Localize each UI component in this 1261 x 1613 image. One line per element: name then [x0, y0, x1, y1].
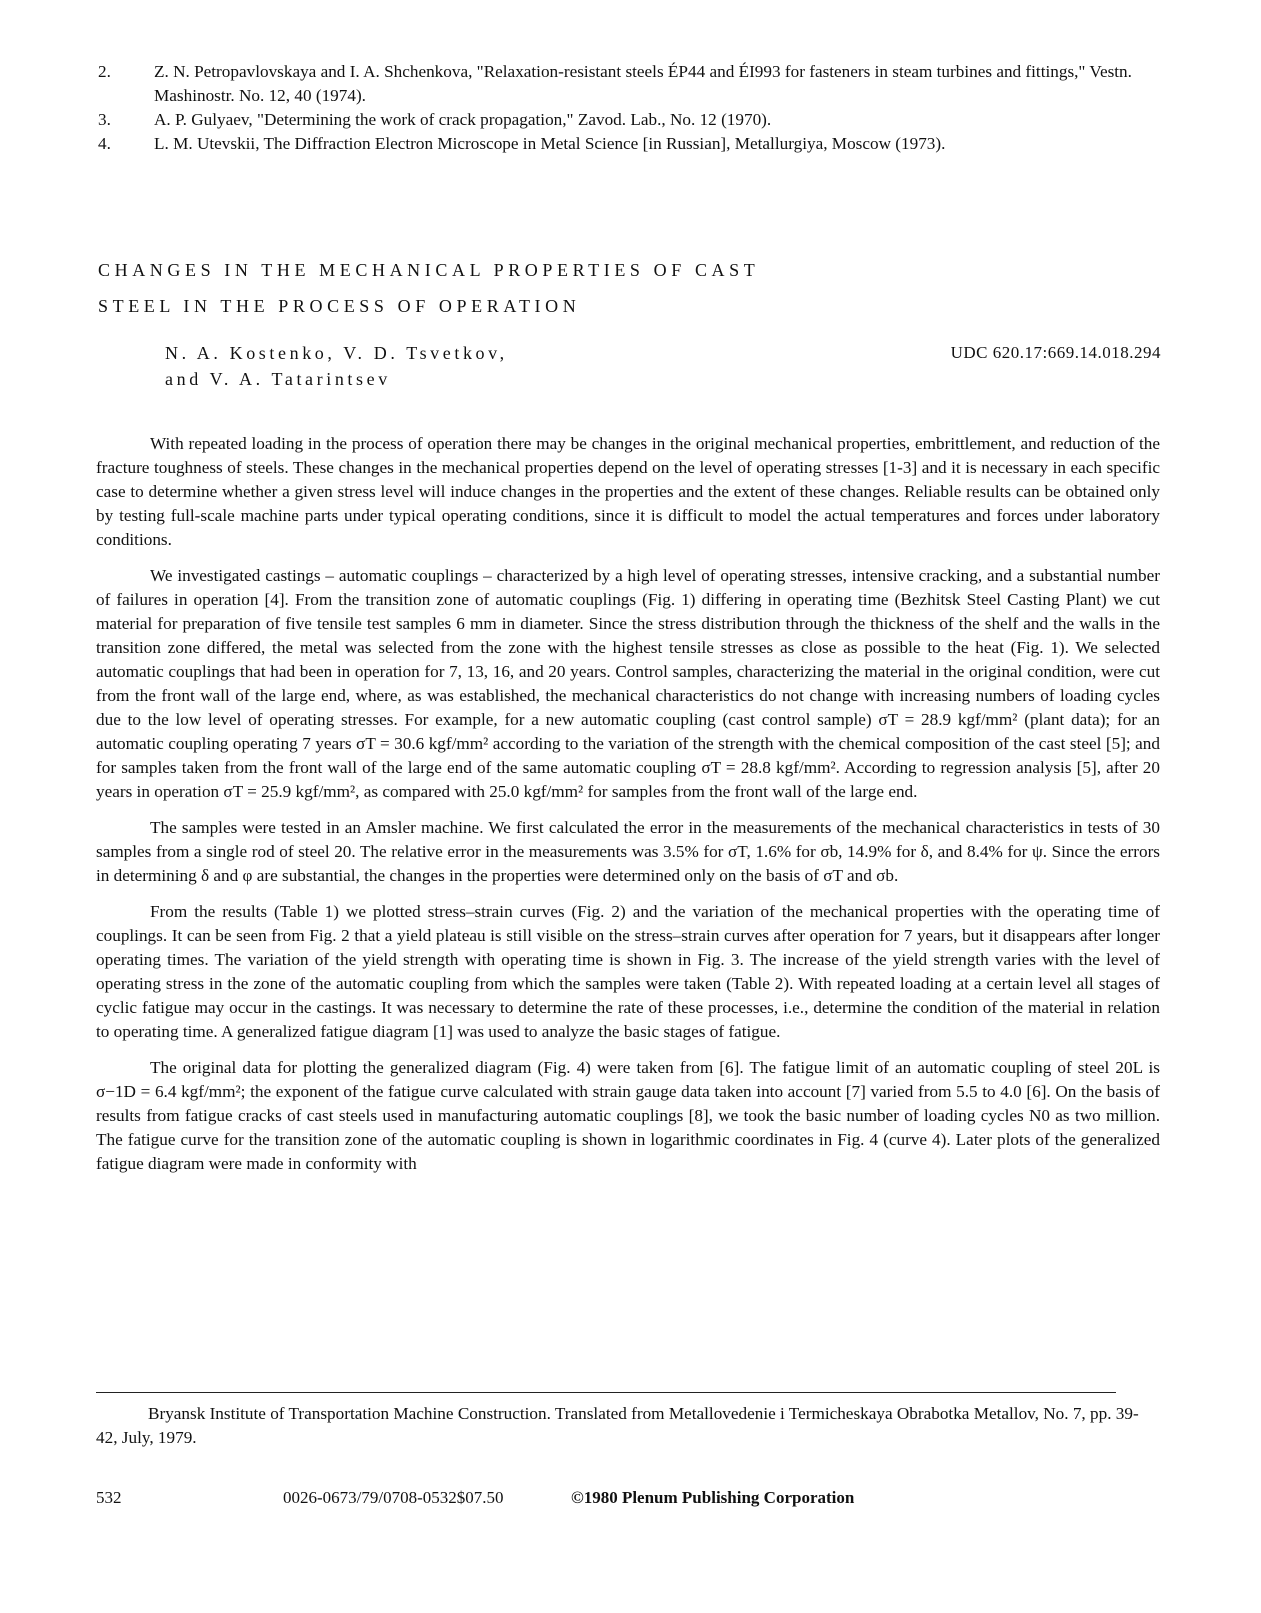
article-title-line-2: STEEL IN THE PROCESS OF OPERATION — [98, 296, 581, 316]
affiliation-footnote: Bryansk Institute of Transportation Machine Construction. Translated from Metallovedenie i Termicheskaya Obrabotka Metallov, No. 7, pp. 39-42, July, 1979. — [96, 1404, 1139, 1447]
body-paragraph: From the results (Table 1) we plotted stress–strain curves (Fig. 2) and the variation of the mechanical properties with the operating time of couplings. It can be seen from Fig. 2 that a yield plateau is still visible on the stress–strain curves after operation for 7 years, but it disappears after longer operating times. The variation of the yield strength with operating time is shown in Fig. 3. The increase of the yield strength varies with the level of operating stress in the zone of the automatic coupling from which the samples were taken (Table 2). With repeated loading at a certain level all stages of cyclic fatigue may occur in the castings. It was necessary to determine the rate of these processes, i.e., determine the condition of the material in relation to operating time. A generalized fatigue diagram [1] was used to analyze the basic stages of fatigue. — [96, 902, 1160, 1041]
author-list — [165, 340, 508, 392]
udc-code: UDC 620.17:669.14.018.294 — [950, 343, 1161, 362]
author-line-1: N. A. Kostenko, V. D. Tsvetkov, — [165, 343, 508, 363]
copyright-notice: ©1980 Plenum Publishing Corporation — [571, 1488, 855, 1507]
reference-number: 3. — [98, 110, 111, 129]
issn-code: 0026-0673/79/0708-0532$07.50 — [283, 1488, 504, 1507]
reference-number: 4. — [98, 134, 111, 153]
reference-list — [98, 60, 1158, 156]
reference-text: L. M. Utevskii, The Diffraction Electron Microscope in Metal Science [in Russian], Metallurgiya, Moscow (1973). — [154, 134, 946, 153]
article-body — [96, 432, 1160, 1176]
body-paragraph: The original data for plotting the generalized diagram (Fig. 4) were taken from [6]. The fatigue limit of an automatic coupling of steel 20L is σ−1D = 6.4 kgf/mm²; the exponent of the fatigue curve calculated with strain gauge data taken into account [7] varied from 5.5 to 4.0 [6]. On the basis of results from fatigue cracks of cast steels used in manufacturing automatic couplings [8], we took the basic number of loading cycles N0 as two million. The fatigue curve for the transition zone of the automatic coupling is shown in logarithmic coordinates in Fig. 4 (curve 4). Later plots of the generalized fatigue diagram were made in conformity with — [96, 1058, 1160, 1173]
author-line-2: and V. A. Tatarintsev — [165, 369, 391, 389]
reference-item — [98, 108, 1158, 132]
reference-text: Z. N. Petropavlovskaya and I. A. Shchenkova, "Relaxation-resistant steels ÉP44 and ÉI993 for fasteners in steam turbines and fittings," Vestn. Mashinostr. No. 12, 40 (1974). — [154, 62, 1132, 105]
article-title — [98, 252, 759, 324]
article-title-line-1: CHANGES IN THE MECHANICAL PROPERTIES OF CAST — [98, 260, 760, 280]
reference-item — [98, 132, 1158, 156]
reference-number: 2. — [98, 62, 111, 81]
reference-text: A. P. Gulyaev, "Determining the work of crack propagation," Zavod. Lab., No. 12 (1970). — [154, 110, 772, 129]
footnote-divider — [96, 1392, 1116, 1393]
body-paragraph: We investigated castings – automatic couplings – characterized by a high level of operating stresses, intensive cracking, and a substantial number of failures in operation [4]. From the transition zone of automatic couplings (Fig. 1) differing in operating time (Bezhitsk Steel Casting Plant) we cut material for preparation of five tensile test samples 6 mm in diameter. Since the stress distribution through the thickness of the shelf and the walls in the transition zone differed, the metal was selected from the zone with the highest tensile stresses as close as possible to the heat (Fig. 1). We selected automatic couplings that had been in operation for 7, 13, 16, and 20 years. Control samples, characterizing the material in the original condition, were cut from the front wall of the large end, where, as was established, the mechanical characteristics do not change with increasing numbers of loading cycles due to the low level of operating stresses. For example, for a new automatic coupling (cast control sample) σT = 28.9 kgf/mm² (plant data); for an automatic coupling operating 7 years σT = 30.6 kgf/mm² according to the variation of the strength with the chemical composition of the cast steel [5]; and for samples taken from the front wall of the large end of the same automatic coupling σT = 28.8 kgf/mm². According to regression analysis [5], after 20 years in operation σT = 25.9 kgf/mm², as compared with 25.0 kgf/mm² for samples from the front wall of the large end. — [96, 566, 1160, 801]
body-paragraph: With repeated loading in the process of operation there may be changes in the original mechanical properties, embrittlement, and reduction of the fracture toughness of steels. These changes in the mechanical properties depend on the level of operating stresses [1-3] and it is necessary in each specific case to determine whether a given stress level will induce changes in the properties and the extent of these changes. Reliable results can be obtained only by testing full-scale machine parts under typical operating conditions, since it is difficult to model the actual temperatures and forces under laboratory conditions. — [96, 434, 1160, 549]
page-number: 532 — [96, 1488, 122, 1507]
reference-item — [98, 60, 1158, 108]
body-paragraph: The samples were tested in an Amsler machine. We first calculated the error in the measurements of the mechanical characteristics in tests of 30 samples from a single rod of steel 20. The relative error in the measurements was 3.5% for σT, 1.6% for σb, 14.9% for δ, and 8.4% for ψ. Since the errors in determining δ and φ are substantial, the changes in the properties were determined only on the basis of σT and σb. — [96, 818, 1160, 885]
